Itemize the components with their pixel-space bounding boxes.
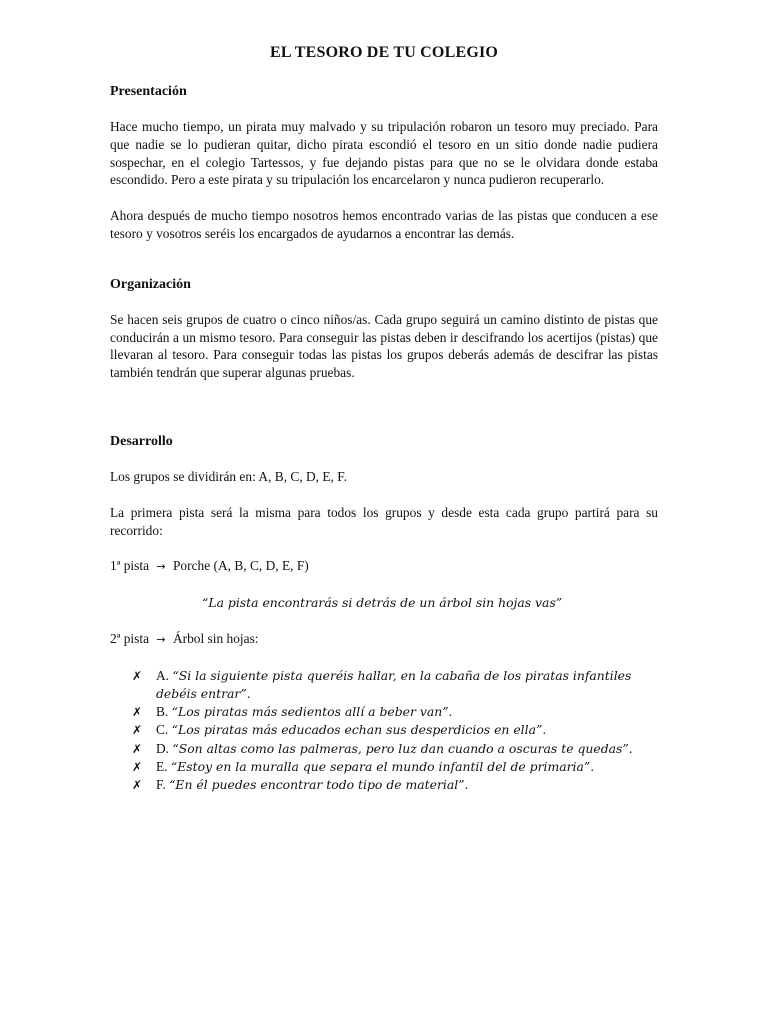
cross-mark-icon: ✗ [132, 723, 143, 738]
list-item [132, 740, 658, 758]
option-text: “Los piratas más sedientos allí a beber van”. [171, 704, 453, 720]
option-text: “Son altas como las palmeras, pero luz dan cuando a oscuras te quedas”. [172, 740, 633, 756]
clue-1-label: 1ª pista [110, 558, 150, 574]
presentacion-paragraph-2: Ahora después de mucho tiempo nosotros hemos encontrado varias de las pistas que conducen a ese tesoro y vosotros seréis los encargados de ayudarnos a encontrar las demás. [110, 208, 658, 241]
option-letter: D. [156, 740, 170, 756]
option-letter: E. [156, 758, 168, 774]
cross-mark-icon: ✗ [132, 705, 143, 720]
clue-2-options-list [110, 667, 658, 794]
option-text: “Los piratas más educados echan sus desperdicios en ella”. [171, 722, 547, 738]
option-text: “Estoy en la muralla que separa el mundo infantil del de primaria”. [170, 758, 595, 774]
clue-1-target: Porche (A, B, C, D, E, F) [172, 558, 309, 574]
cross-mark-icon: ✗ [132, 759, 143, 774]
clue-2-line [110, 630, 658, 649]
clue-2-label: 2ª pista [110, 630, 150, 646]
option-letter: A. [156, 667, 170, 683]
clue-1-line [110, 557, 658, 576]
presentacion-paragraph-1: Hace mucho tiempo, un pirata muy malvado y su tripulación robaron un tesoro muy preciado. Para que nadie se lo pudieran quitar, dicho pirata escondió el tesoro en un sitio donde nadie pudiera sospechar, en el colegio Tartessos, y fue dejando pistas para que no se le olvidara donde estaba escondido. Pero a este pirata y su tripulación los encarcelaron y nunca pudieron recuperarlo. [110, 119, 658, 188]
arrow-right-icon: → [156, 632, 166, 646]
clue-1-quote: “La pista encontrarás si detrás de un árbol sin hojas vas” [202, 595, 563, 611]
list-item [132, 758, 658, 776]
heading-presentacion: Presentación [110, 84, 187, 99]
option-text: “En él puedes encontrar todo tipo de material”. [169, 776, 469, 792]
cross-mark-icon: ✗ [132, 668, 143, 683]
heading-desarrollo: Desarrollo [110, 433, 173, 449]
option-text: “Si la siguiente pista queréis hallar, en la cabaña de los piratas infantiles debéis entrar”. [156, 667, 632, 701]
list-item [132, 667, 658, 703]
document-page [110, 44, 658, 794]
clue-2-target: Árbol sin hojas: [172, 630, 259, 646]
list-item [132, 721, 658, 739]
arrow-right-icon: → [156, 560, 166, 574]
option-letter: B. [156, 704, 169, 720]
option-letter: F. [156, 776, 166, 792]
option-letter: C. [156, 722, 169, 738]
organizacion-paragraph-1: Se hacen seis grupos de cuatro o cinco niños/as. Cada grupo seguirá un camino distinto de pistas que conducirán a un mismo tesoro. Para conseguir las pistas deben ir descifrando los acertijos (pistas) que llevaran al tesoro. Para conseguir todas las pistas los grupos deberás además de descifrar las pistas también tendrán que superar algunas pruebas. [110, 311, 658, 381]
desarrollo-paragraph-1: Los grupos se dividirán en: A, B, C, D, E, F. [110, 468, 347, 484]
cross-mark-icon: ✗ [132, 741, 143, 756]
document-title: EL TESORO DE TU COLEGIO [269, 44, 499, 61]
heading-organizacion: Organización [110, 276, 191, 292]
list-item [132, 703, 658, 721]
desarrollo-paragraph-2: La primera pista será la misma para todos los grupos y desde esta cada grupo partirá para su recorrido: [110, 504, 658, 538]
list-item [132, 776, 658, 794]
cross-mark-icon: ✗ [132, 777, 143, 792]
